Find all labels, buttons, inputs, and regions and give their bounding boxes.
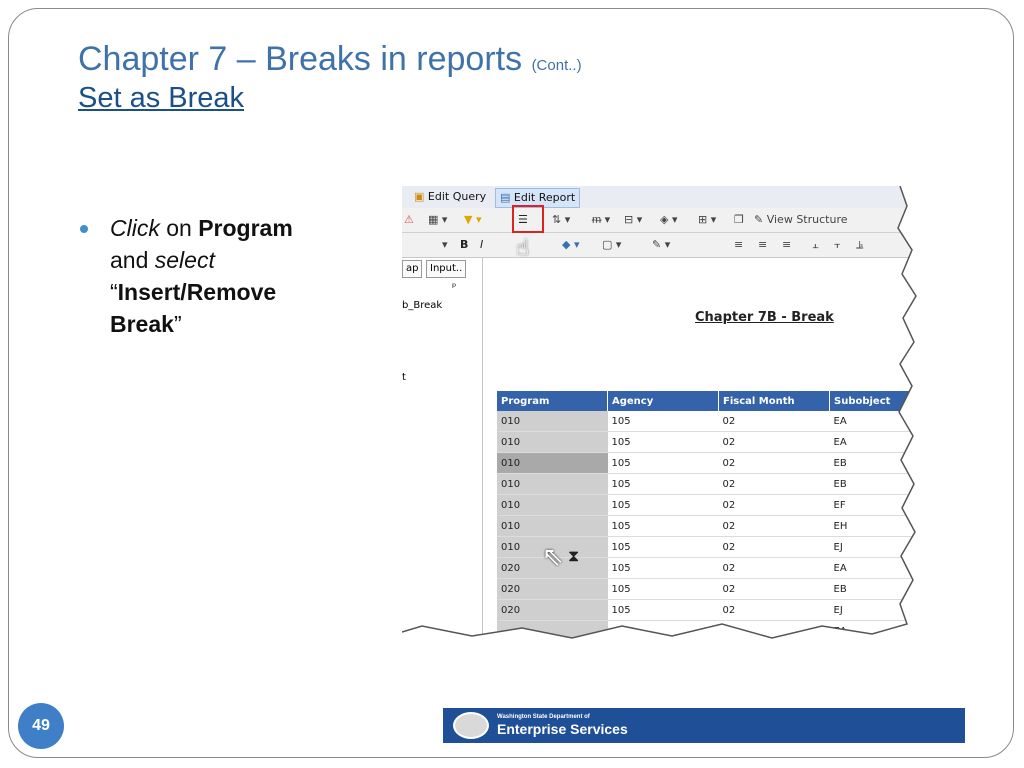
panel-tab-input[interactable]: Input.. — [426, 260, 466, 278]
valign-bottom-icon[interactable]: ⫡ — [856, 238, 864, 251]
font-dropdown-icon[interactable]: ▾ — [442, 238, 448, 251]
table-cell: EB — [830, 474, 929, 495]
bullet-dot-icon — [80, 225, 88, 233]
insert-break-icon[interactable]: ☰ — [518, 213, 528, 226]
table-cell: 105 — [608, 432, 719, 453]
table-cell[interactable]: 020 — [497, 600, 608, 621]
table-cell: 105 — [608, 558, 719, 579]
state-seal-icon — [453, 712, 489, 739]
table-cell[interactable]: 010 — [497, 432, 608, 453]
open-quote: “ — [110, 279, 118, 305]
table-cell: EA — [830, 411, 929, 432]
bold-icon[interactable]: B — [460, 238, 469, 251]
chart-icon[interactable]: ▦ ▾ — [428, 213, 448, 226]
table-cell: 105 — [608, 495, 719, 516]
table-cell: EJ — [830, 537, 929, 558]
table-cell: EB — [830, 453, 929, 474]
bullet-word-select: select — [154, 247, 215, 273]
bullet-word-click: Click — [110, 215, 160, 241]
table-cell[interactable]: 010 — [497, 537, 608, 558]
table-cell: 105 — [608, 537, 719, 558]
table-cell: 105 — [608, 411, 719, 432]
tab-edit-report-label: Edit Report — [513, 191, 576, 204]
align-right-icon[interactable]: ≡ — [782, 238, 792, 251]
column-header[interactable]: Agency — [608, 391, 719, 411]
table-cell: 105 — [608, 516, 719, 537]
valign-top-icon[interactable]: ⫠ — [812, 238, 819, 251]
table-cell: 105 — [608, 600, 719, 621]
bullet-word-insert-remove-break: Insert/Remove Break — [110, 279, 277, 337]
report-title: Chapter 7B - Break — [695, 310, 834, 325]
pointer-cursor-icon: ⇖ — [542, 542, 564, 572]
table-cell[interactable]: 010 — [497, 516, 608, 537]
fill-color-icon[interactable]: ◆ ▾ — [562, 238, 580, 251]
column-header[interactable]: Subobject — [830, 391, 929, 411]
table-cell: 02 — [719, 600, 830, 621]
logo-line-1: Washington State Department of — [497, 714, 590, 720]
valign-middle-icon[interactable]: ⫟ — [834, 238, 841, 251]
align-left-icon[interactable]: ≡ — [734, 238, 744, 251]
close-quote: ” — [173, 311, 182, 337]
table-cell[interactable]: 010 — [497, 474, 608, 495]
report-icon: ▤ — [500, 191, 511, 204]
calc-icon[interactable]: ⊟ ▾ — [624, 213, 643, 226]
table-cell[interactable]: 010 — [497, 411, 608, 432]
view-structure-button[interactable]: ✎ View Structure — [754, 213, 848, 226]
column-header[interactable]: Program — [497, 391, 608, 411]
query-icon: ▣ — [414, 190, 425, 203]
table-cell: EF — [830, 495, 929, 516]
fold-icon[interactable]: ◈ ▾ — [660, 213, 678, 226]
italic-icon[interactable]: I — [480, 238, 484, 251]
view-structure-label: View Structure — [766, 213, 848, 226]
table-cell[interactable]: 010 — [497, 453, 608, 474]
border-icon[interactable]: ▢ ▾ — [602, 238, 622, 251]
table-cell[interactable]: 020 — [497, 579, 608, 600]
table-cell: 02 — [719, 411, 830, 432]
warning-icon[interactable]: ⚠ — [404, 213, 414, 226]
table-cell: 02 — [719, 579, 830, 600]
slide-title — [78, 40, 582, 79]
table-cell: 105 — [608, 579, 719, 600]
title-text: Chapter 7 – Breaks in reports — [78, 40, 523, 78]
panel-item-break[interactable]: b_Break — [402, 300, 443, 311]
bullet-text — [110, 212, 350, 340]
page-number: 49 — [18, 703, 64, 749]
table-cell: 105 — [608, 474, 719, 495]
table-cell: 02 — [719, 453, 830, 474]
table-cell: EB — [830, 579, 929, 600]
table-cell: EJ — [830, 600, 929, 621]
table-cell: 02 — [719, 558, 830, 579]
pin-icon[interactable]: ᵖ — [452, 282, 457, 293]
table-cell: EA — [830, 432, 929, 453]
ranking-icon[interactable]: ᵯ ▾ — [592, 213, 611, 226]
table-cell: 02 — [719, 537, 830, 558]
slide-subtitle: Set as Break — [78, 82, 245, 114]
table-cell: EA — [830, 558, 929, 579]
table-cell: 02 — [719, 474, 830, 495]
table-cell: 105 — [608, 453, 719, 474]
des-logo — [443, 708, 965, 743]
filter-icon[interactable]: ▼ ▾ — [464, 213, 482, 226]
pen-icon[interactable]: ✎ ▾ — [652, 238, 671, 251]
hourglass-icon: ⧗ — [568, 546, 580, 565]
bullet-word-program: Program — [198, 215, 293, 241]
section-icon[interactable]: ⊞ ▾ — [698, 213, 717, 226]
panel-tab-map[interactable]: ap — [402, 260, 422, 278]
bullet-word-on: on — [159, 215, 199, 241]
sort-icon[interactable]: ⇅ ▾ — [552, 213, 571, 226]
align-center-icon[interactable]: ≡ — [758, 238, 768, 251]
table-cell: 02 — [719, 495, 830, 516]
column-header[interactable]: Fiscal Month — [719, 391, 830, 411]
table-cell: 02 — [719, 432, 830, 453]
copy-icon[interactable]: ❐ — [734, 213, 744, 226]
report-screenshot — [402, 186, 940, 640]
logo-line-2: Enterprise Services — [497, 721, 628, 737]
table-cell: 02 — [719, 516, 830, 537]
table-cell[interactable]: 020 — [497, 558, 608, 579]
table-cell[interactable]: 010 — [497, 495, 608, 516]
panel-item-t[interactable]: t — [402, 372, 406, 383]
title-suffix: (Cont..) — [531, 57, 582, 74]
bullet-point — [80, 212, 350, 340]
tab-edit-query-label: Edit Query — [427, 190, 487, 203]
bullet-word-and: and — [110, 247, 155, 273]
hand-cursor-icon: ☝ — [516, 236, 530, 261]
table-cell: EH — [830, 516, 929, 537]
torn-edge — [402, 186, 940, 640]
